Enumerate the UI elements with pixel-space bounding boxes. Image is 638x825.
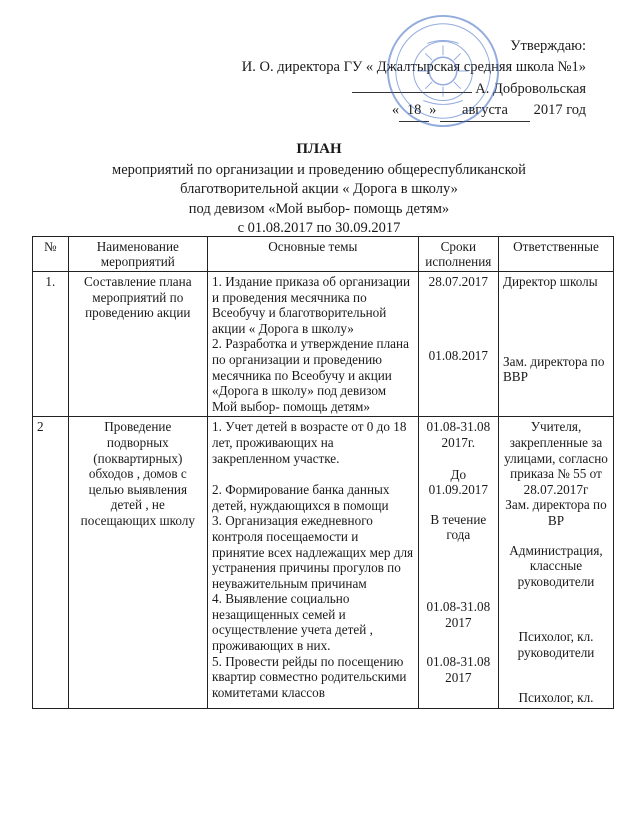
header-topics: Основные темы	[208, 237, 419, 272]
row-name: Проведение подворных (поквартирных) обходов , домов с целью выявления детей , не посещающих школу	[68, 417, 207, 709]
document-title: ПЛАН	[296, 141, 342, 157]
round-seal-stamp-icon	[384, 12, 502, 130]
date-item: В течение года	[430, 511, 487, 543]
spacer	[423, 543, 494, 599]
spacer	[423, 290, 494, 348]
resp-item: Учителя, закрепленные за улицами, согласно приказа № 55 от 28.07.2017г	[504, 419, 608, 497]
header-dates: Сроки исполнения	[418, 237, 498, 272]
topic-item: 4. Выявление социально незащищенных семей и осуществление учета детей , проживающих в них.	[212, 591, 373, 654]
row-dates	[418, 417, 498, 709]
resp-item: Психолог, кл.	[518, 690, 594, 706]
table-header-row	[33, 237, 614, 272]
resp-item: Зам. директора по ВВР	[503, 353, 605, 385]
date-day: 18	[399, 100, 429, 122]
row-dates	[418, 272, 498, 417]
date-item: 01.08-31.08 2017	[426, 598, 491, 630]
row-topics	[208, 417, 419, 709]
topic-item: 5. Провести рейды по посещению квартир совместно родительскими комитетами классов	[212, 653, 407, 700]
resp-item: Директор школы	[503, 274, 598, 289]
heading-line-2: благотворительной акции « Дорога в школу»	[180, 181, 458, 197]
spacer	[503, 660, 609, 690]
heading-line-3: под девизом «Мой выбор- помощь детям»	[188, 200, 450, 217]
date-item: 01.08-31.08 2017	[426, 654, 491, 685]
date-open-quote: «	[391, 102, 400, 118]
spacer	[503, 589, 609, 629]
topic-item: 2. Разработка и утверждение плана по организации и проведению месячника по Всеобучу и акции «Дорога в школу» под девизом Мой выбор- помощь детям»	[212, 336, 409, 414]
date-item: 01.08-31.08 2017г.	[426, 419, 491, 450]
topic-item: 1. Издание приказа об организации и проведения месячника по Всеобучу и благотворительной акции « Дорога в школу»	[212, 274, 411, 336]
topic-item: 3. Организация ежедневного контроля посещаемости и принятие всех надлежащих мер для устранения причины прогулов по неуважительным причинам	[212, 513, 414, 591]
table-row	[33, 417, 614, 709]
date-item: 28.07.2017	[428, 274, 488, 289]
spacer	[212, 466, 414, 482]
header-resp: Ответственные	[499, 237, 614, 272]
row-num: 1.	[33, 272, 69, 417]
heading-line-4: с 01.08.2017 по 30.09.2017	[237, 220, 401, 236]
row-name: Составление плана мероприятий по проведению акции	[68, 272, 207, 417]
resp-item: Психолог, кл. руководители	[517, 629, 595, 660]
header-num: №	[33, 237, 69, 272]
spacer	[503, 529, 609, 543]
topic-item: 1. Учет детей в возрасте от 0 до 18 лет, проживающих на закрепленном участке.	[212, 419, 407, 466]
header-name: Наименование мероприятий	[68, 237, 207, 272]
row-resp	[499, 417, 614, 709]
date-item: 01.08.2017	[428, 347, 488, 363]
date-month: августа	[440, 100, 530, 122]
resp-item: Зам. директора по ВР	[505, 497, 607, 528]
topic-item: 2. Формирование банка данных детей, нуждающихся в помощи	[212, 482, 390, 513]
heading-line-1: мероприятий по организации и проведению общереспубликанской	[112, 161, 526, 178]
date-item: До 01.09.2017	[428, 466, 488, 498]
row-resp	[499, 272, 614, 417]
row-num: 2	[33, 417, 69, 709]
approval-position: И. О. директора ГУ « Джалтырская средняя школа №1»	[241, 59, 586, 75]
spacer	[423, 451, 494, 467]
spacer	[423, 630, 494, 654]
signature-name: А. Добровольская	[475, 81, 586, 97]
date-close-quote: »	[429, 102, 437, 118]
approval-title: Утверждаю:	[510, 38, 586, 54]
spacer	[503, 290, 609, 354]
resp-item: Администрация, классные руководители	[509, 542, 603, 589]
table-row	[33, 272, 614, 417]
row-topics	[208, 272, 419, 417]
plan-table	[32, 236, 614, 709]
spacer	[423, 498, 494, 512]
date-year: 2017 год	[533, 102, 586, 118]
document-heading	[0, 140, 638, 239]
